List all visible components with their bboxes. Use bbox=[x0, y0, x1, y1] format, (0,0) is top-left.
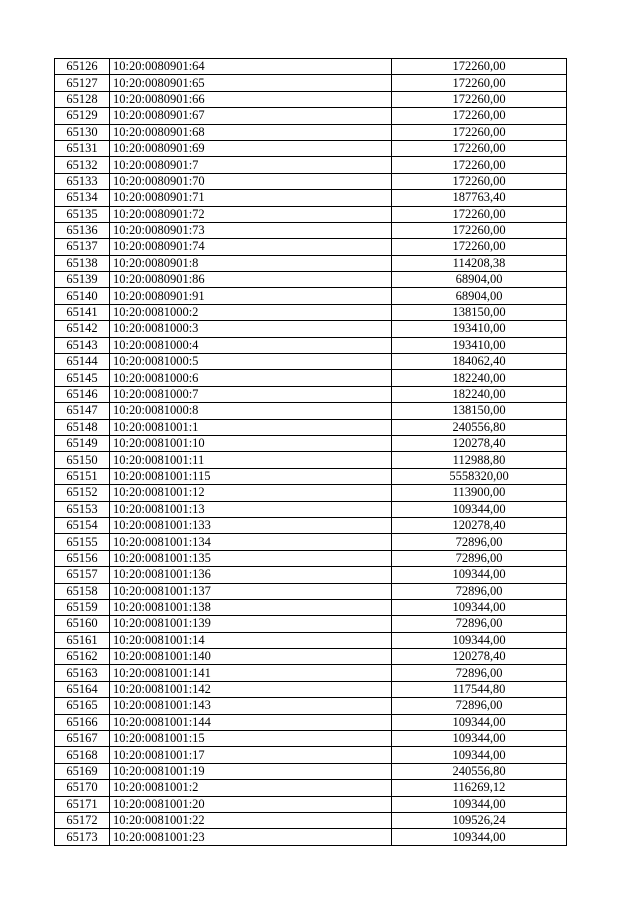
cadastral-value-cell: 172260,00 bbox=[392, 108, 567, 124]
cadastral-number-cell: 10:20:0080901:8 bbox=[110, 255, 392, 271]
cadastral-value-cell: 109344,00 bbox=[392, 829, 567, 845]
cadastral-value-cell: 109344,00 bbox=[392, 632, 567, 648]
cadastral-value-cell: 109344,00 bbox=[392, 747, 567, 763]
cadastral-number-cell: 10:20:0081001:10 bbox=[110, 435, 392, 451]
cadastral-number-cell: 10:20:0081001:15 bbox=[110, 731, 392, 747]
row-number-cell: 65153 bbox=[55, 501, 110, 517]
row-number-cell: 65134 bbox=[55, 190, 110, 206]
table-row bbox=[55, 468, 567, 484]
table-row bbox=[55, 747, 567, 763]
table-row bbox=[55, 124, 567, 140]
row-number-cell: 65152 bbox=[55, 485, 110, 501]
cadastral-number-cell: 10:20:0081001:12 bbox=[110, 485, 392, 501]
table-row bbox=[55, 698, 567, 714]
row-number-cell: 65142 bbox=[55, 321, 110, 337]
cadastral-number-cell: 10:20:0081001:142 bbox=[110, 681, 392, 697]
cadastral-number-cell: 10:20:0081001:22 bbox=[110, 812, 392, 828]
cadastral-number-cell: 10:20:0080901:65 bbox=[110, 75, 392, 91]
document-page bbox=[54, 58, 567, 846]
cadastral-number-cell: 10:20:0081001:14 bbox=[110, 632, 392, 648]
row-number-cell: 65155 bbox=[55, 534, 110, 550]
row-number-cell: 65157 bbox=[55, 567, 110, 583]
table-row bbox=[55, 567, 567, 583]
cadastral-value-cell: 72896,00 bbox=[392, 550, 567, 566]
table-row bbox=[55, 173, 567, 189]
row-number-cell: 65128 bbox=[55, 91, 110, 107]
row-number-cell: 65135 bbox=[55, 206, 110, 222]
table-row bbox=[55, 452, 567, 468]
cadastral-value-cell: 72896,00 bbox=[392, 534, 567, 550]
row-number-cell: 65133 bbox=[55, 173, 110, 189]
row-number-cell: 65160 bbox=[55, 616, 110, 632]
cadastral-number-cell: 10:20:0081001:19 bbox=[110, 763, 392, 779]
row-number-cell: 65166 bbox=[55, 714, 110, 730]
cadastral-value-cell: 172260,00 bbox=[392, 222, 567, 238]
table-row bbox=[55, 780, 567, 796]
row-number-cell: 65139 bbox=[55, 272, 110, 288]
cadastral-number-cell: 10:20:0080901:72 bbox=[110, 206, 392, 222]
row-number-cell: 65168 bbox=[55, 747, 110, 763]
row-number-cell: 65167 bbox=[55, 731, 110, 747]
cadastral-value-cell: 184062,40 bbox=[392, 354, 567, 370]
table-row bbox=[55, 517, 567, 533]
cadastral-value-cell: 172260,00 bbox=[392, 140, 567, 156]
cadastral-number-cell: 10:20:0081000:7 bbox=[110, 386, 392, 402]
cadastral-number-cell: 10:20:0080901:64 bbox=[110, 59, 392, 75]
table-row bbox=[55, 796, 567, 812]
row-number-cell: 65163 bbox=[55, 665, 110, 681]
cadastral-number-cell: 10:20:0081001:138 bbox=[110, 599, 392, 615]
cadastral-value-cell: 5558320,00 bbox=[392, 468, 567, 484]
row-number-cell: 65140 bbox=[55, 288, 110, 304]
row-number-cell: 65127 bbox=[55, 75, 110, 91]
cadastral-value-cell: 172260,00 bbox=[392, 157, 567, 173]
cadastral-value-cell: 113900,00 bbox=[392, 485, 567, 501]
cadastral-value-cell: 72896,00 bbox=[392, 583, 567, 599]
cadastral-value-cell: 109344,00 bbox=[392, 567, 567, 583]
cadastral-number-cell: 10:20:0081000:2 bbox=[110, 304, 392, 320]
row-number-cell: 65172 bbox=[55, 812, 110, 828]
row-number-cell: 65129 bbox=[55, 108, 110, 124]
cadastral-number-cell: 10:20:0081001:1 bbox=[110, 419, 392, 435]
row-number-cell: 65164 bbox=[55, 681, 110, 697]
row-number-cell: 65154 bbox=[55, 517, 110, 533]
row-number-cell: 65162 bbox=[55, 649, 110, 665]
table-row bbox=[55, 337, 567, 353]
cadastral-value-cell: 120278,40 bbox=[392, 649, 567, 665]
cadastral-value-cell: 116269,12 bbox=[392, 780, 567, 796]
cadastral-number-cell: 10:20:0081001:11 bbox=[110, 452, 392, 468]
table-row bbox=[55, 255, 567, 271]
row-number-cell: 65143 bbox=[55, 337, 110, 353]
table-row bbox=[55, 649, 567, 665]
cadastral-value-cell: 240556,80 bbox=[392, 419, 567, 435]
cadastral-value-cell: 182240,00 bbox=[392, 386, 567, 402]
cadastral-value-cell: 72896,00 bbox=[392, 665, 567, 681]
cadastral-number-cell: 10:20:0081001:115 bbox=[110, 468, 392, 484]
table-row bbox=[55, 501, 567, 517]
cadastral-value-cell: 72896,00 bbox=[392, 698, 567, 714]
cadastral-number-cell: 10:20:0081000:8 bbox=[110, 403, 392, 419]
table-row bbox=[55, 222, 567, 238]
cadastral-number-cell: 10:20:0081001:144 bbox=[110, 714, 392, 730]
row-number-cell: 65158 bbox=[55, 583, 110, 599]
cadastral-number-cell: 10:20:0080901:70 bbox=[110, 173, 392, 189]
table-row bbox=[55, 304, 567, 320]
table-row bbox=[55, 140, 567, 156]
cadastral-number-cell: 10:20:0080901:71 bbox=[110, 190, 392, 206]
cadastral-value-cell: 138150,00 bbox=[392, 304, 567, 320]
table-row bbox=[55, 714, 567, 730]
cadastral-value-cell: 172260,00 bbox=[392, 206, 567, 222]
table-row bbox=[55, 370, 567, 386]
cadastral-number-cell: 10:20:0080901:74 bbox=[110, 239, 392, 255]
cadastral-value-cell: 109344,00 bbox=[392, 599, 567, 615]
cadastral-value-cell: 109344,00 bbox=[392, 714, 567, 730]
cadastral-number-cell: 10:20:0081001:137 bbox=[110, 583, 392, 599]
cadastral-value-cell: 120278,40 bbox=[392, 517, 567, 533]
cadastral-number-cell: 10:20:0080901:91 bbox=[110, 288, 392, 304]
cadastral-number-cell: 10:20:0081001:141 bbox=[110, 665, 392, 681]
cadastral-value-cell: 172260,00 bbox=[392, 239, 567, 255]
cadastral-number-cell: 10:20:0081001:140 bbox=[110, 649, 392, 665]
cadastral-value-cell: 109344,00 bbox=[392, 731, 567, 747]
table-row bbox=[55, 386, 567, 402]
table-body bbox=[55, 59, 567, 846]
row-number-cell: 65151 bbox=[55, 468, 110, 484]
cadastral-value-cell: 109344,00 bbox=[392, 501, 567, 517]
table-row bbox=[55, 272, 567, 288]
cadastral-value-cell: 172260,00 bbox=[392, 59, 567, 75]
table-row bbox=[55, 599, 567, 615]
table-row bbox=[55, 403, 567, 419]
row-number-cell: 65144 bbox=[55, 354, 110, 370]
cadastral-number-cell: 10:20:0081001:135 bbox=[110, 550, 392, 566]
table-row bbox=[55, 157, 567, 173]
row-number-cell: 65171 bbox=[55, 796, 110, 812]
row-number-cell: 65148 bbox=[55, 419, 110, 435]
cadastral-value-cell: 172260,00 bbox=[392, 75, 567, 91]
table-row bbox=[55, 485, 567, 501]
row-number-cell: 65165 bbox=[55, 698, 110, 714]
row-number-cell: 65145 bbox=[55, 370, 110, 386]
row-number-cell: 65161 bbox=[55, 632, 110, 648]
table-row bbox=[55, 206, 567, 222]
cadastral-number-cell: 10:20:0081001:139 bbox=[110, 616, 392, 632]
cadastral-number-cell: 10:20:0080901:73 bbox=[110, 222, 392, 238]
cadastral-value-cell: 68904,00 bbox=[392, 288, 567, 304]
row-number-cell: 65126 bbox=[55, 59, 110, 75]
cadastral-value-cell: 120278,40 bbox=[392, 435, 567, 451]
cadastral-value-cell: 172260,00 bbox=[392, 124, 567, 140]
cadastral-number-cell: 10:20:0080901:86 bbox=[110, 272, 392, 288]
table-row bbox=[55, 75, 567, 91]
cadastral-number-cell: 10:20:0081001:143 bbox=[110, 698, 392, 714]
table-row bbox=[55, 665, 567, 681]
table-row bbox=[55, 354, 567, 370]
row-number-cell: 65132 bbox=[55, 157, 110, 173]
table-row bbox=[55, 108, 567, 124]
row-number-cell: 65173 bbox=[55, 829, 110, 845]
cadastral-number-cell: 10:20:0081000:3 bbox=[110, 321, 392, 337]
row-number-cell: 65156 bbox=[55, 550, 110, 566]
cadastral-number-cell: 10:20:0081001:133 bbox=[110, 517, 392, 533]
cadastral-number-cell: 10:20:0081000:4 bbox=[110, 337, 392, 353]
row-number-cell: 65169 bbox=[55, 763, 110, 779]
cadastral-value-cell: 193410,00 bbox=[392, 321, 567, 337]
cadastral-value-cell: 193410,00 bbox=[392, 337, 567, 353]
table-row bbox=[55, 632, 567, 648]
cadastral-value-cell: 138150,00 bbox=[392, 403, 567, 419]
row-number-cell: 65137 bbox=[55, 239, 110, 255]
row-number-cell: 65149 bbox=[55, 435, 110, 451]
row-number-cell: 65159 bbox=[55, 599, 110, 615]
table-row bbox=[55, 288, 567, 304]
row-number-cell: 65170 bbox=[55, 780, 110, 796]
table-row bbox=[55, 419, 567, 435]
cadastral-value-cell: 240556,80 bbox=[392, 763, 567, 779]
row-number-cell: 65131 bbox=[55, 140, 110, 156]
cadastral-value-cell: 72896,00 bbox=[392, 616, 567, 632]
cadastral-number-cell: 10:20:0081001:20 bbox=[110, 796, 392, 812]
table-row bbox=[55, 91, 567, 107]
table-row bbox=[55, 239, 567, 255]
table-row bbox=[55, 190, 567, 206]
table-row bbox=[55, 435, 567, 451]
cadastral-number-cell: 10:20:0081001:2 bbox=[110, 780, 392, 796]
table-row bbox=[55, 550, 567, 566]
row-number-cell: 65150 bbox=[55, 452, 110, 468]
table-row bbox=[55, 616, 567, 632]
row-number-cell: 65147 bbox=[55, 403, 110, 419]
row-number-cell: 65136 bbox=[55, 222, 110, 238]
cadastral-number-cell: 10:20:0081001:136 bbox=[110, 567, 392, 583]
cadastral-value-cell: 114208,38 bbox=[392, 255, 567, 271]
cadastral-number-cell: 10:20:0080901:7 bbox=[110, 157, 392, 173]
cadastral-number-cell: 10:20:0080901:69 bbox=[110, 140, 392, 156]
cadastral-value-cell: 68904,00 bbox=[392, 272, 567, 288]
cadastral-number-cell: 10:20:0081001:134 bbox=[110, 534, 392, 550]
cadastral-number-cell: 10:20:0080901:66 bbox=[110, 91, 392, 107]
cadastral-value-cell: 182240,00 bbox=[392, 370, 567, 386]
row-number-cell: 65146 bbox=[55, 386, 110, 402]
cadastral-value-cell: 109526,24 bbox=[392, 812, 567, 828]
cadastral-number-cell: 10:20:0080901:67 bbox=[110, 108, 392, 124]
table-row bbox=[55, 321, 567, 337]
cadastral-value-cell: 172260,00 bbox=[392, 91, 567, 107]
table-row bbox=[55, 59, 567, 75]
cadastral-number-cell: 10:20:0080901:68 bbox=[110, 124, 392, 140]
cadastral-number-cell: 10:20:0081001:13 bbox=[110, 501, 392, 517]
table-row bbox=[55, 829, 567, 845]
table-row bbox=[55, 583, 567, 599]
cadastral-value-table bbox=[54, 58, 567, 846]
cadastral-number-cell: 10:20:0081000:5 bbox=[110, 354, 392, 370]
row-number-cell: 65141 bbox=[55, 304, 110, 320]
cadastral-value-cell: 187763,40 bbox=[392, 190, 567, 206]
table-row bbox=[55, 534, 567, 550]
table-row bbox=[55, 812, 567, 828]
cadastral-value-cell: 109344,00 bbox=[392, 796, 567, 812]
cadastral-number-cell: 10:20:0081000:6 bbox=[110, 370, 392, 386]
cadastral-value-cell: 117544,80 bbox=[392, 681, 567, 697]
table-row bbox=[55, 731, 567, 747]
cadastral-number-cell: 10:20:0081001:23 bbox=[110, 829, 392, 845]
table-row bbox=[55, 763, 567, 779]
table-row bbox=[55, 681, 567, 697]
cadastral-number-cell: 10:20:0081001:17 bbox=[110, 747, 392, 763]
cadastral-value-cell: 112988,80 bbox=[392, 452, 567, 468]
row-number-cell: 65138 bbox=[55, 255, 110, 271]
row-number-cell: 65130 bbox=[55, 124, 110, 140]
cadastral-value-cell: 172260,00 bbox=[392, 173, 567, 189]
